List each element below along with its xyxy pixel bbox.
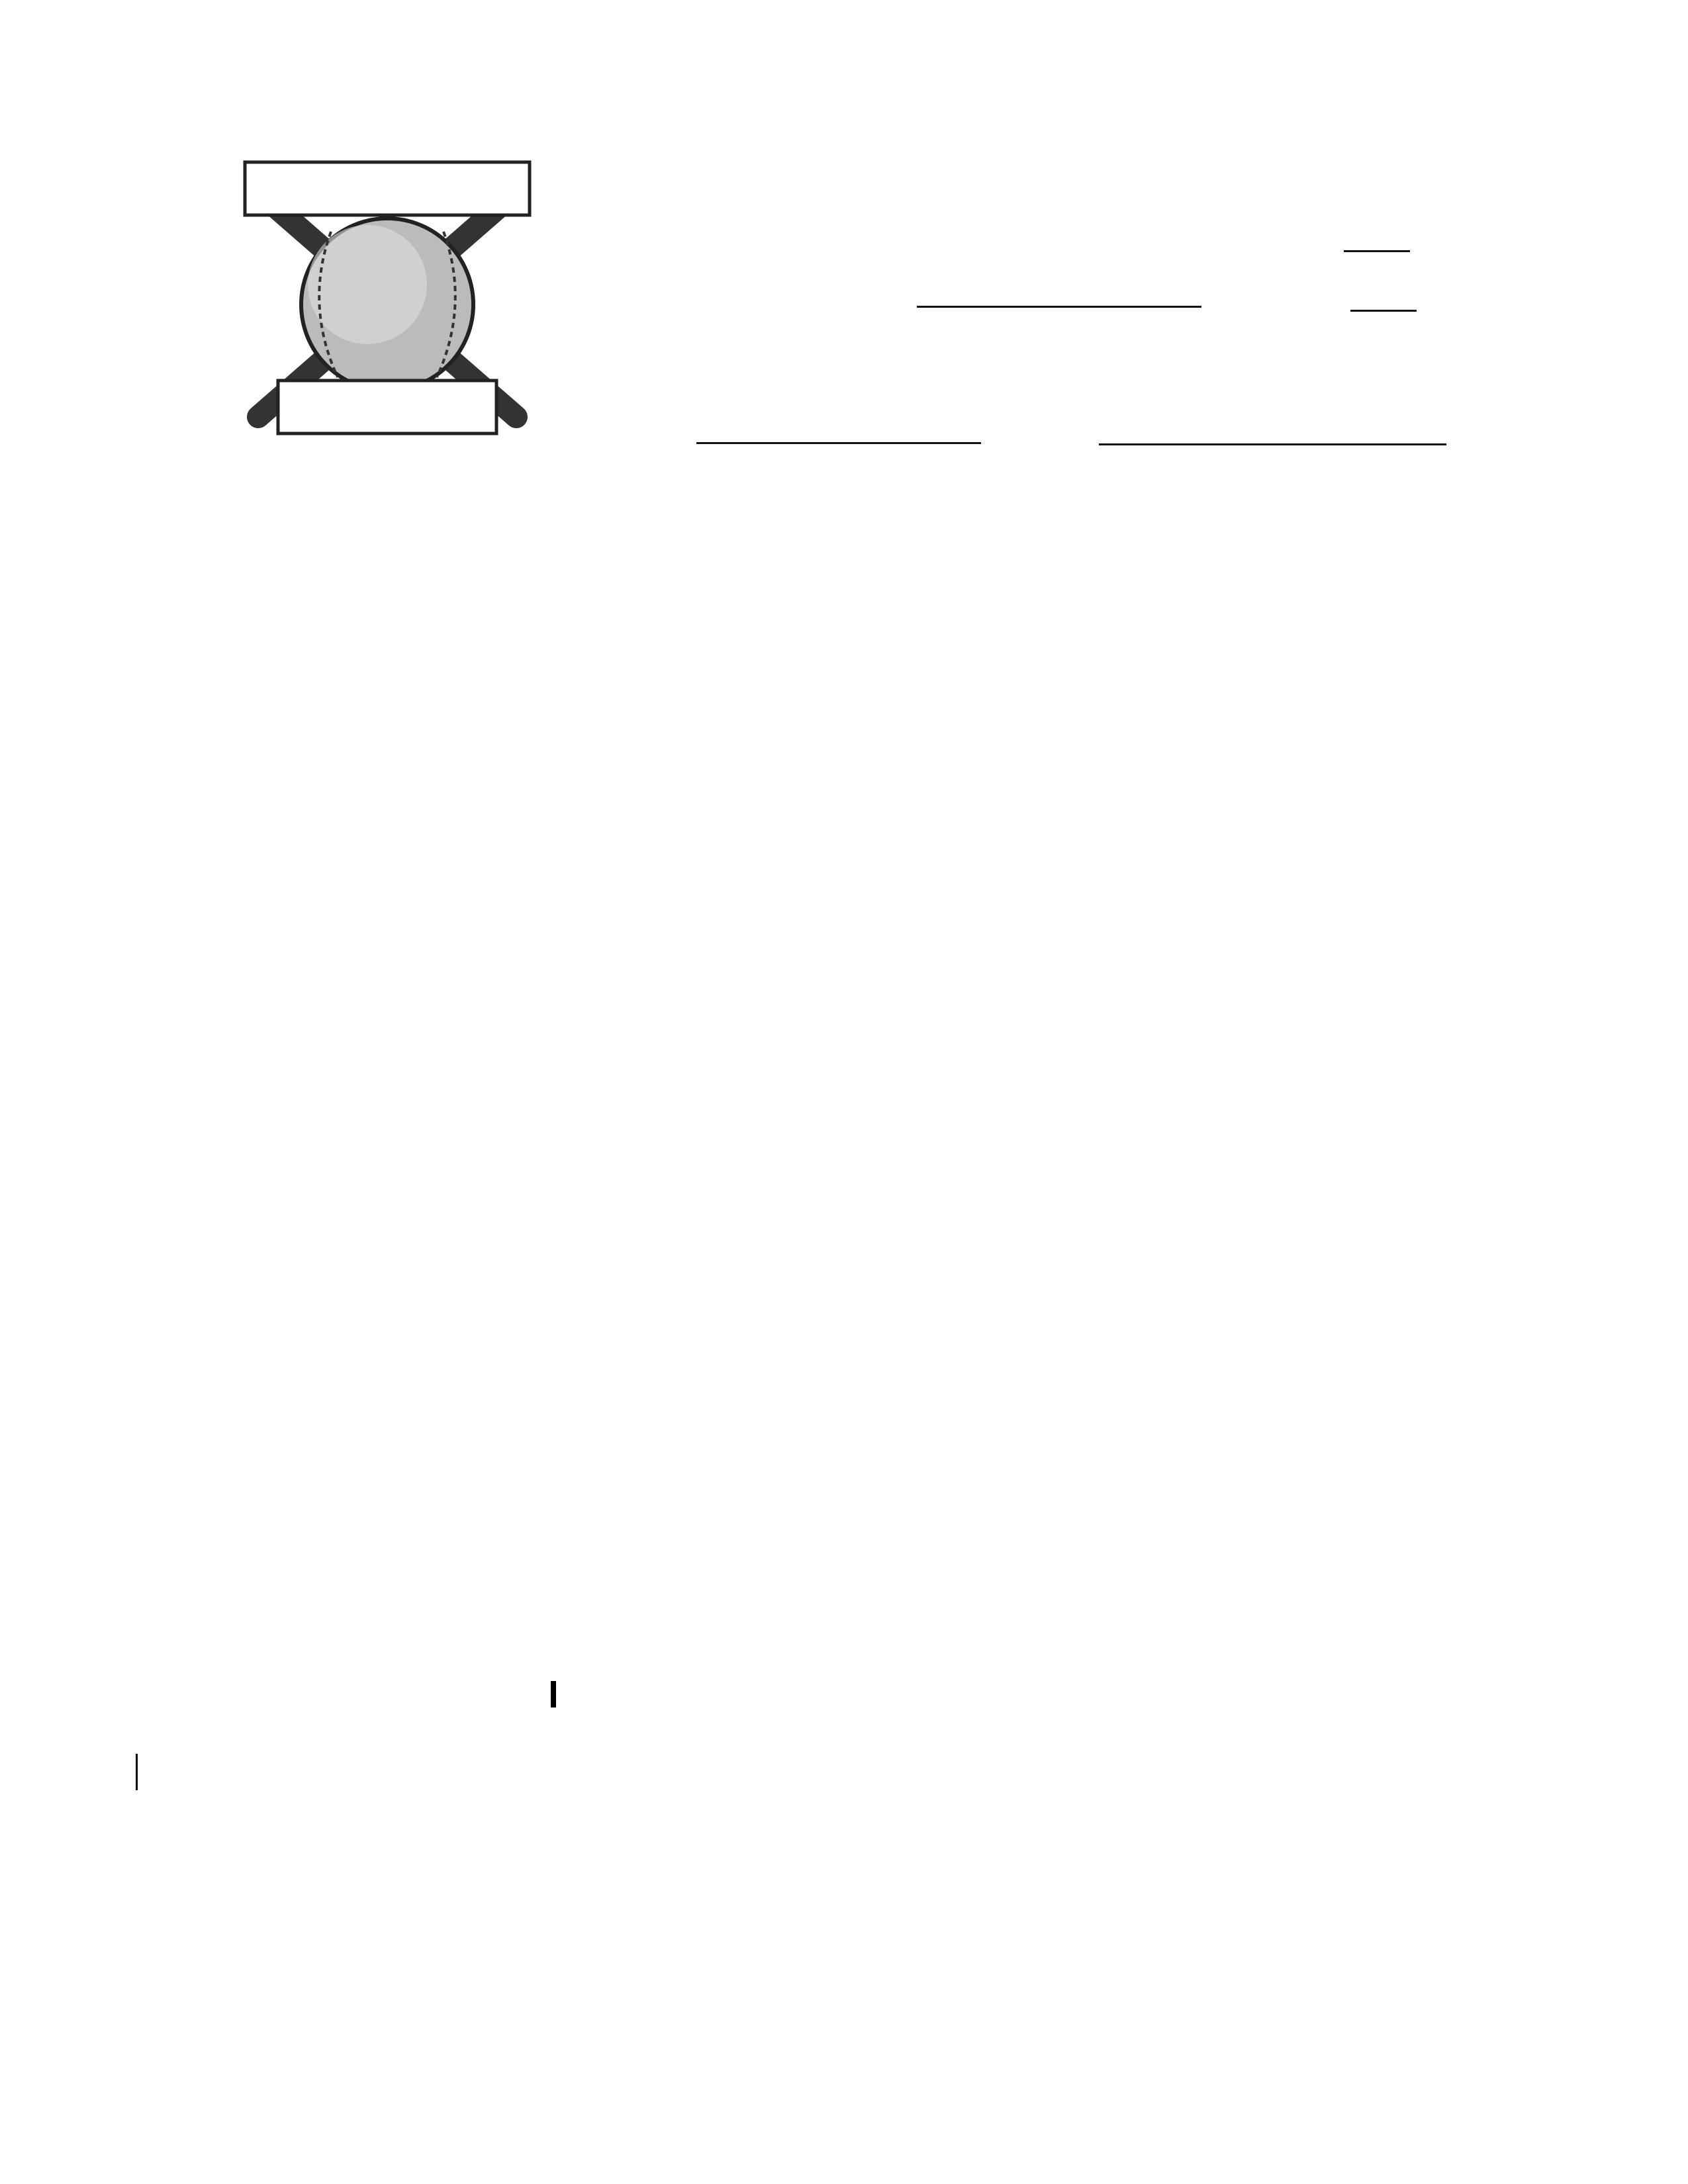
scan-mark bbox=[136, 1754, 138, 1790]
scan-speck bbox=[551, 1681, 556, 1707]
